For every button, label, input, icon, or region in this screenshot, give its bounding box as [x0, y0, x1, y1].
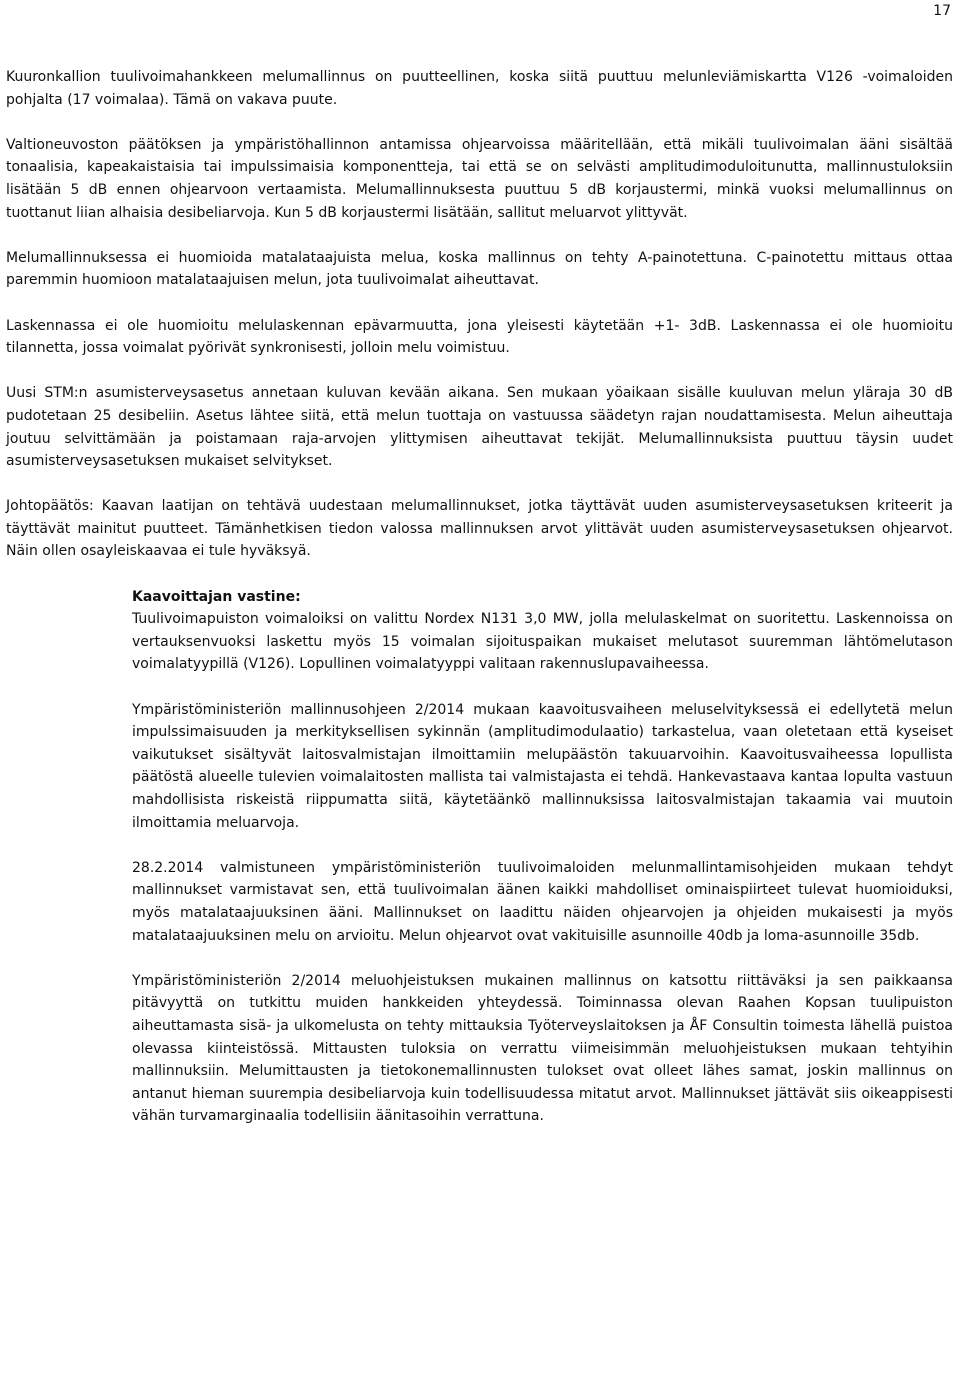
paragraph-conclusion: Johtopäätös: Kaavan laatijan on tehtävä uudestaan melumallinnukset, jotka täyttävät uuden asumisterveysasetuksen kriteerit ja täyttävät mainitut puutteet. Tämänhetkisen tiedon valossa mallinnuksen arvot ylittävät uuden asumisterveysasetuksen ohjearvot. Näin ollen osayleiskaavaa ei tule hyväksyä.: [6, 498, 953, 560]
response-paragraph-modelling-guideline: Ympäristöministeriön mallinnusohjeen 2/2014 mukaan kaavoitusvaiheen meluselvityksessä ei edellytetä melun impulssimaisuuden ja merkityksellisen sykinnän (amplitudimodulaatio) tarkastelua, vaan oletetaan että kyseiset vaikutukset sisältyvät laitosvalmistajan ilmoittamiin melupäästön takuuarvoihin. Kaavoitusvaiheessa lopullista päätöstä alueelle tulevien voimalaitosten mallista tai valmistajasta ei tehdä. Hankevastaava kantaa lopulta vastuun mahdollisista riskeistä riippumatta siitä, käytetäänkö mallinnuksissa laitosvalmistajan takaamia vai muutoin ilmoittamia meluarvoja.: [132, 701, 953, 831]
response-paragraph-turbine-choice: Tuulivoimapuiston voimaloiksi on valittu Nordex N131 3,0 MW, jolla melulaskelmat on suoritettu. Laskennoissa on vertauksenvuoksi laskettu myös 15 voimalan sijoituspaikan mukaiset melutasot suuremman lähtömelutason voimalatyypillä (V126). Lopullinen voimalatyyppi valitaan rakennuslupavaiheessa.: [132, 611, 953, 673]
page-number: 17: [933, 3, 951, 19]
planner-response: [132, 586, 953, 1128]
paragraph-noise-map-missing: Kuuronkallion tuulivoimahankkeen melumallinnus on puutteellinen, koska siitä puuttuu melunleviämiskartta V126 -voimaloiden pohjalta (17 voimalaa). Tämä on vakava puute.: [6, 69, 953, 108]
document-body: [6, 66, 953, 1151]
paragraph-uncertainty: Laskennassa ei ole huomioitu melulaskennan epävarmuutta, jona yleisesti käytetään +1- 3dB. Laskennassa ei ole huomioitu tilannetta, jossa voimalat pyörivät synkronisesti, jolloin melu voimistuu.: [6, 317, 953, 357]
response-title: Kaavoittajan vastine:: [132, 588, 301, 605]
paragraph-new-decree: Uusi STM:n asumisterveysasetus annetaan kuluvan kevään aikana. Sen mukaan yöaikaan sisälle kuuluvan melun yläraja 30 dB pudotetaan 25 desibeliin. Asetus lähtee siitä, että melun tuottaja on vastuussa säädetyn rajan noudattamisesta. Melun aiheuttaja joutuu selvittämään ja poistamaan raja-arvojen ylittymisen aiheuttavat tekijät. Melumallinnuksista puuttuu täysin uudet asumisterveysasetuksen mukaiset selvitykset.: [6, 385, 953, 470]
response-paragraph-2014-guidelines: 28.2.2014 valmistuneen ympäristöministeriön tuulivoimaloiden melunmallintamisohjeiden mukaan tehdyt mallinnukset varmistavat sen, että tuulivoimalan äänen kaikki mahdolliset ominaispiirteet tulevat huomioiduksi, myös matalataajuuksinen ääni. Mallinnukset on laadittu näiden ohjearvojen ja ohjeiden mukaisesti ja myös matalataajuuksinen melu on arvioitu. Melun ohjearvot ovat vakituisille asunnoille 40db ja loma-asunnoille 35db.: [132, 859, 953, 944]
response-paragraph-verification: Ympäristöministeriön 2/2014 meluohjeistuksen mukainen mallinnus on katsottu riittäväksi ja sen paikkaansa pitävyyttä on tutkittu muiden hankkeiden yhteydessä. Toiminnassa olevan Raahen Kopsan tuulipuiston aiheuttamasta sisä- ja ulkomelusta on tehty mittauksia Työterveyslaitoksen ja ÅF Consultin toimesta lähellä puistoa olevassa kiinteistössä. Mittausten tuloksia on verrattu viimeisimmän meluohjeistuksen mukaan tehtyihin mallinnuksiin. Melumittausten ja tietokonemallinnusten tulokset ovat olleet lähes samat, joskin mallinnus on antanut hieman suurempia desibeliarvoja kuin todellisuudessa mitatut arvot. Mallinnukset jättävät siis oikeappisesti vähän turvamarginaalia todellisiin äänitasoihin verrattuna.: [132, 972, 953, 1125]
paragraph-correction-term: Valtioneuvoston päätöksen ja ympäristöhallinnon antamissa ohjearvoissa määritellään, että mikäli tuulivoimalan ääni sisältää tonaalisia, kapeakaistaisia tai impulssimaisia komponentteja, tai että se on selvästi amplitudimoduloitunutta, mallinnustuloksiin lisätään 5 dB ennen ohjearvoon vertaamista. Melumallinnuksesta puuttuu 5 dB korjaustermi, minkä vuoksi melumallinnus on tuottanut liian alhaisia desibeliarvoja. Kun 5 dB korjaustermi lisätään, sallitut meluarvot ylittyvät.: [6, 136, 953, 221]
paragraph-low-frequency: Melumallinnuksessa ei huomioida matalataajuista melua, koska mallinnus on tehty A-painotettuna. C-painotettu mittaus ottaa paremmin huomioon matalataajuisen melun, jota tuulivoimalat aiheuttavat.: [6, 249, 953, 289]
